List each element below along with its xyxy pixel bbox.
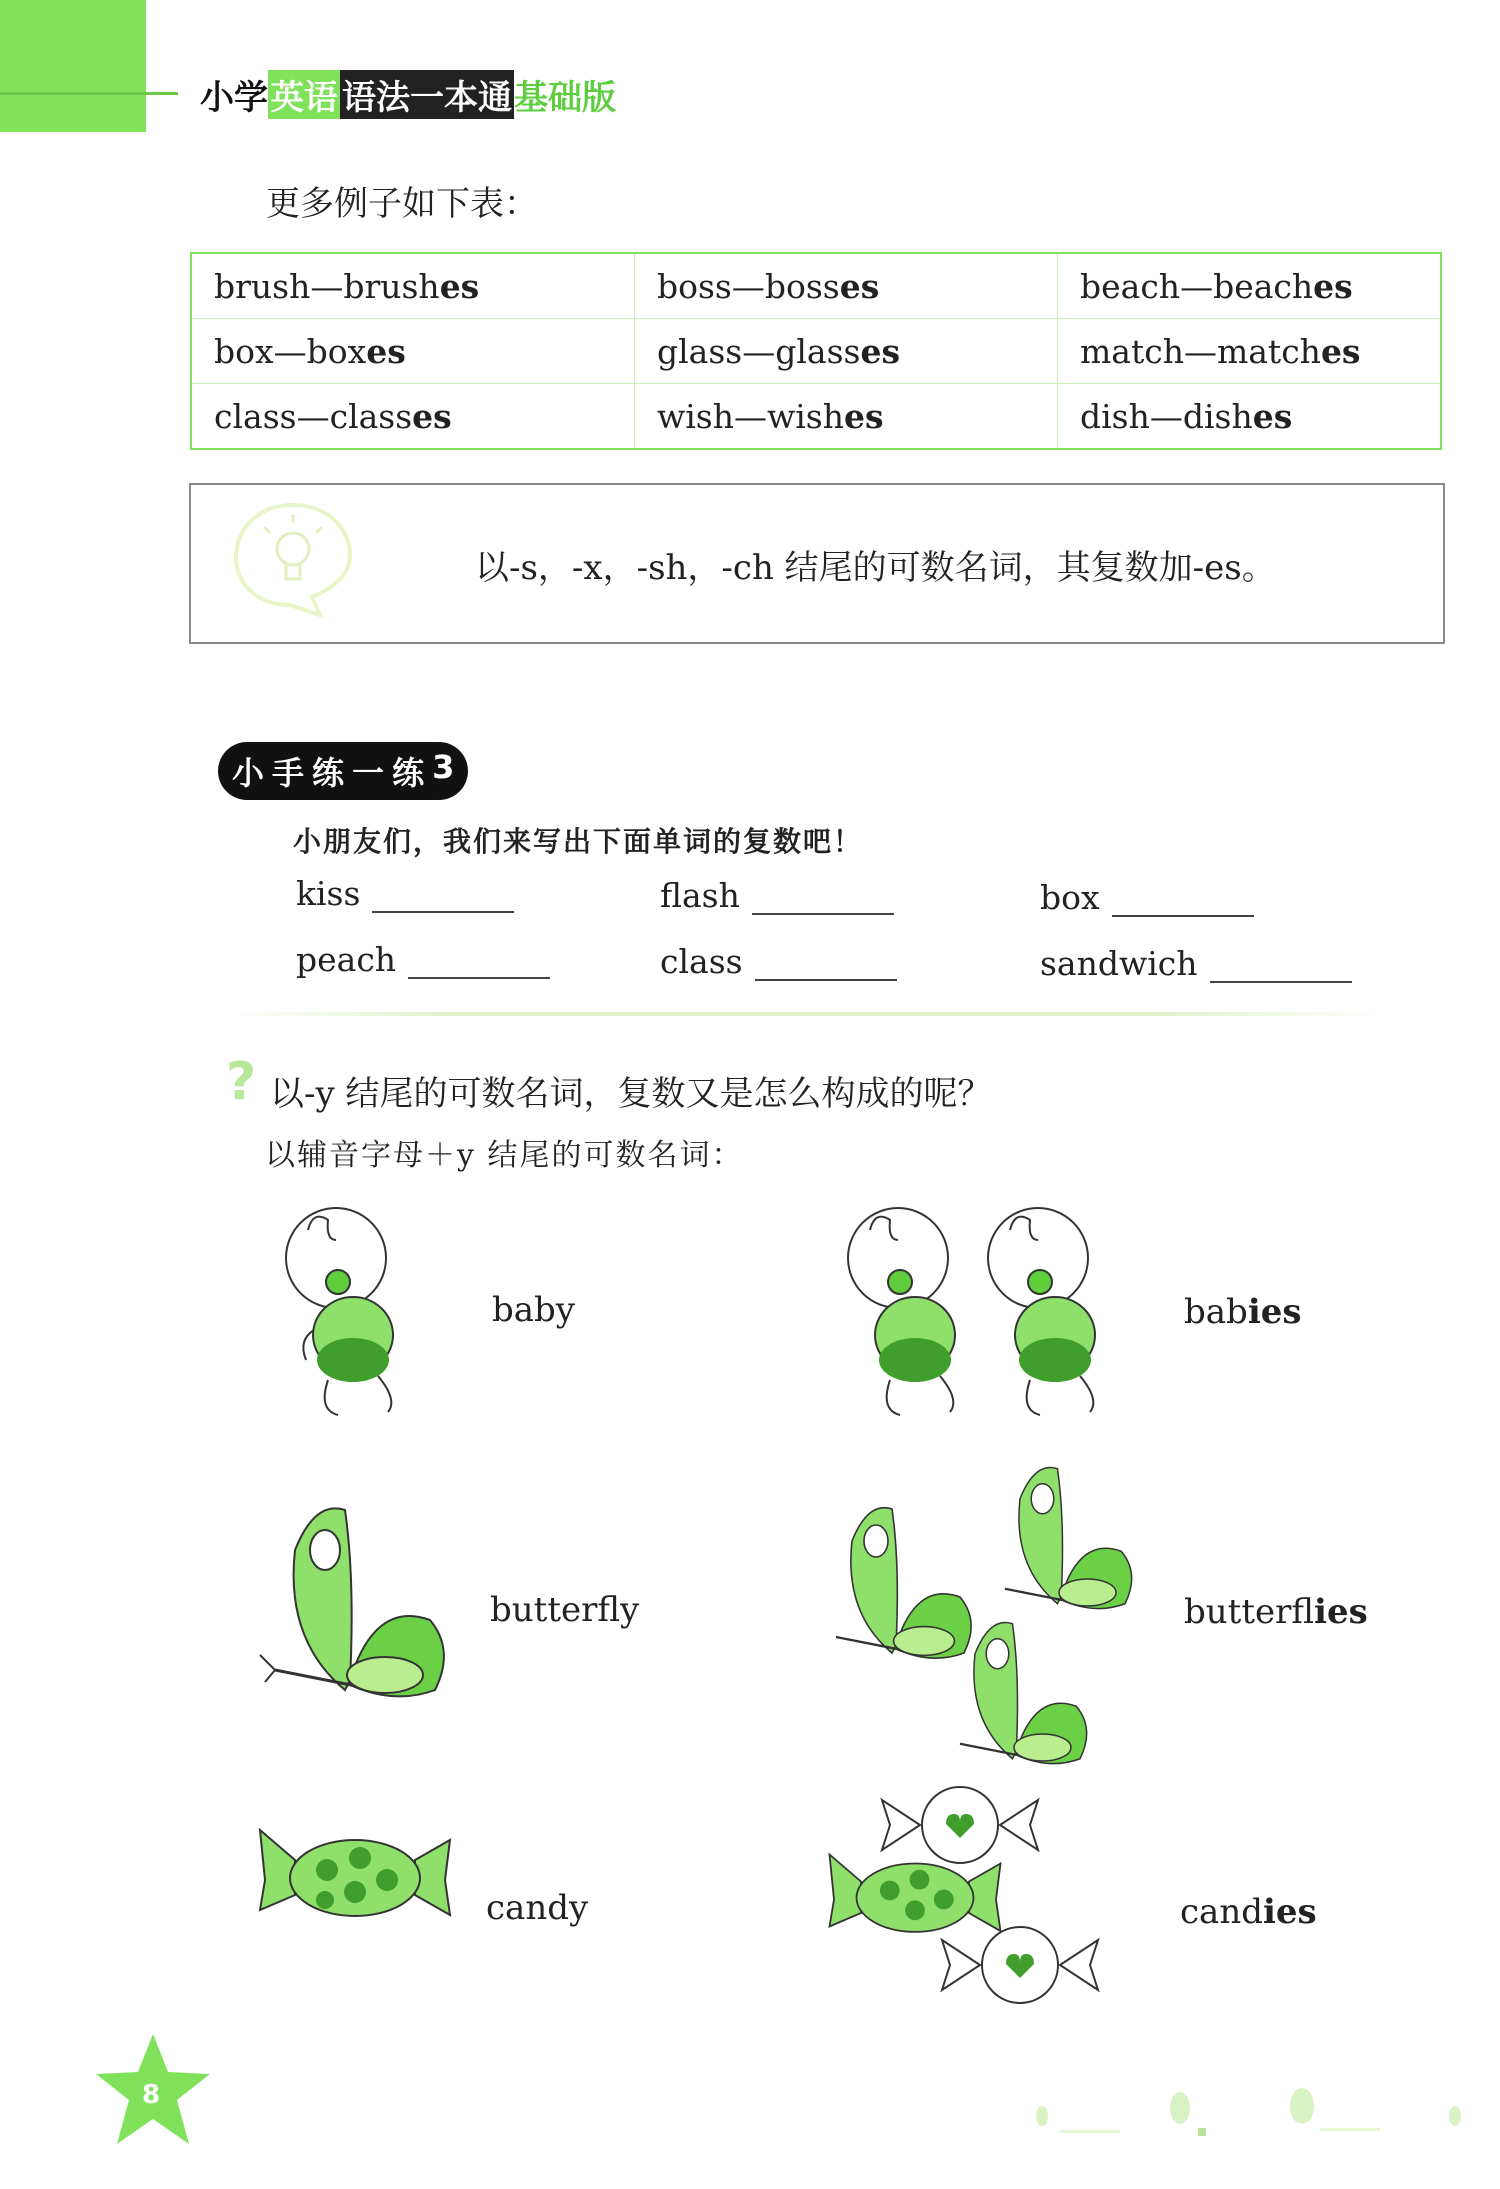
section-divider [230, 1012, 1380, 1016]
table-cell: class—classes [191, 384, 635, 450]
tree-decoration [1030, 2080, 1470, 2150]
answer-blank[interactable] [372, 883, 514, 913]
table-cell: match—matches [1058, 319, 1442, 384]
title-char: 手 [272, 754, 305, 792]
corner-decoration [0, 0, 146, 132]
answer-blank[interactable] [408, 949, 550, 979]
exercise-item [1040, 878, 1254, 917]
butterfly-illustration [945, 1605, 1095, 1785]
answer-blank[interactable] [752, 885, 894, 915]
exercise-word: class [660, 942, 743, 981]
header-part-2: 英语 [268, 70, 340, 119]
exercise-item [660, 942, 897, 981]
practice-title-badge [218, 742, 468, 800]
page-number: 8 [142, 2080, 161, 2110]
exercise-item [296, 940, 550, 979]
header-part-3: 语法一本通 [340, 70, 514, 119]
header-part-1: 小学 [200, 78, 268, 118]
baby-illustration [258, 1200, 428, 1420]
title-char: 3 [432, 748, 455, 786]
answer-blank[interactable] [1112, 887, 1254, 917]
table-cell: boss—bosses [635, 253, 1058, 319]
y-question: 以-y 结尾的可数名词，复数又是怎么构成的呢？ [270, 1074, 992, 1114]
table-cell: box—boxes [191, 319, 635, 384]
word-candy: candy [486, 1888, 589, 1928]
table-cell: dish—dishes [1058, 384, 1442, 450]
title-char: 练 [312, 754, 345, 792]
exercise-word: kiss [296, 874, 361, 913]
butterfly-illustration [255, 1490, 455, 1720]
title-char: 小 [232, 754, 265, 792]
word-candies: candies [1180, 1892, 1317, 1932]
word-butterfly: butterfly [490, 1590, 640, 1630]
header-part-4: 基础版 [514, 78, 616, 118]
table-row [191, 384, 1441, 450]
examples-table [190, 252, 1442, 450]
practice-instruction: 小朋友们，我们来写出下面单词的复数吧！ [293, 825, 864, 858]
table-row [191, 253, 1441, 319]
table-cell: glass—glasses [635, 319, 1058, 384]
exercise-word: peach [296, 940, 397, 979]
exercise-item [296, 874, 514, 913]
exercise-word: sandwich [1040, 944, 1198, 983]
practice-title [218, 742, 468, 800]
exercise-item [1040, 944, 1352, 983]
baby-illustration [960, 1200, 1130, 1420]
candy-illustration [930, 1920, 1110, 2010]
lightbulb-icon [228, 497, 358, 621]
word-baby: baby [492, 1290, 576, 1330]
answer-blank[interactable] [1210, 953, 1352, 983]
exercise-item [660, 876, 894, 915]
word-babies: babies [1184, 1292, 1302, 1332]
header-line [0, 92, 178, 95]
table-cell: brush—brushes [191, 253, 635, 319]
butterfly-illustration [990, 1450, 1140, 1630]
word-butterflies: butterflies [1184, 1592, 1368, 1632]
table-cell: wish—wishes [635, 384, 1058, 450]
y-subheading: 以辅音字母＋y 结尾的可数名词： [265, 1138, 744, 1173]
table-cell: beach—beaches [1058, 253, 1442, 319]
intro-text: 更多例子如下表： [266, 184, 538, 224]
table-row [191, 319, 1441, 384]
answer-blank[interactable] [755, 951, 897, 981]
book-header [200, 70, 616, 119]
exercise-word: box [1040, 878, 1100, 917]
exercise-word: flash [660, 876, 740, 915]
title-char: 一 [352, 754, 385, 792]
question-mark-icon: ? [226, 1052, 257, 1112]
title-char: 练 [392, 754, 425, 792]
candy-illustration [255, 1820, 455, 1930]
rule-text: 以-s，-x，-sh，-ch 结尾的可数名词，其复数加-es。 [475, 548, 1276, 588]
